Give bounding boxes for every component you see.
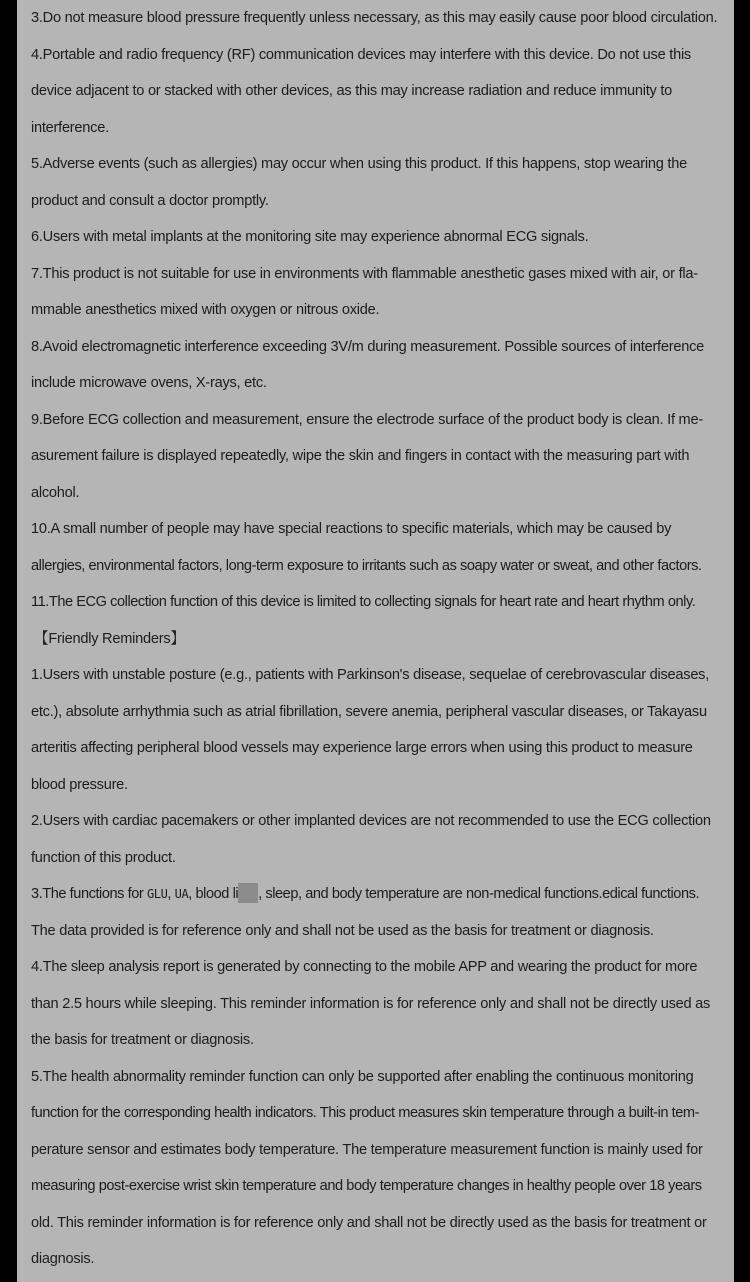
- section-heading: 【Friendly Reminders】: [34, 630, 185, 647]
- text-line: etc.), absolute arrhythmia such as atrial fibrillation, severe anemia, peripheral vascular diseases, or Takayasu: [31, 703, 707, 720]
- text-line: blood pressure.: [31, 776, 128, 793]
- text-line: measuring post-exercise wrist skin temperature and body temperature changes in healthy people over 18 years: [31, 1178, 702, 1194]
- text-line: 10.A small number of people may have special reactions to specific materials, which may be caused by: [31, 521, 672, 537]
- glu-label: GLU: [146, 887, 168, 901]
- text-line: The data provided is for reference only and shall not be used as the basis for treatment or diagnosis.: [31, 922, 654, 939]
- text-line: diagnosis.: [31, 1251, 95, 1267]
- functions-separator: ,: [167, 886, 175, 902]
- text-line: 2.Users with cardiac pacemakers or other implanted devices are not recommended to use the ECG collection: [31, 813, 711, 829]
- functions-prefix: 3.The functions for: [31, 886, 147, 902]
- text-line: 8.Avoid electromagnetic interference exceeding 3V/m during measurement. Possible sources of interference: [31, 338, 704, 355]
- redaction-box: [238, 883, 258, 903]
- text-line: 5.Adverse events (such as allergies) may occur when using this product. If this happens, stop wearing the: [31, 156, 687, 172]
- text-line: 7.This product is not suitable for use in environments with flammable anesthetic gases mixed with air, or fla-: [31, 265, 698, 282]
- text-line: 9.Before ECG collection and measurement, ensure the electrode surface of the product body is clean. If me-: [31, 411, 703, 428]
- text-line: 3.Do not measure blood pressure frequently unless necessary, as this may easily cause poor blood circulation.: [31, 10, 718, 26]
- text-line: function of this product.: [31, 849, 176, 866]
- text-line: device adjacent to or stacked with other devices, as this may increase radiation and reduce immunity to: [31, 83, 673, 99]
- document-page: [17, 0, 734, 1282]
- text-line: mmable anesthetics mixed with oxygen or nitrous oxide.: [31, 302, 380, 318]
- text-line-functions: [31, 876, 731, 913]
- text-line: the basis for treatment or diagnosis.: [31, 1032, 254, 1048]
- text-line: product and consult a doctor promptly.: [31, 192, 269, 209]
- functions-blood: , blood li: [188, 886, 239, 902]
- functions-suffix: , sleep, and body temperature are non-medical functions.edical functions.: [258, 886, 700, 902]
- text-line: 4.Portable and radio frequency (RF) communication devices may interfere with this device. Do not use this: [31, 46, 691, 63]
- document-text: [31, 0, 731, 1278]
- text-line: 5.The health abnormality reminder function can only be supported after enabling the continuous monitoring: [31, 1068, 694, 1085]
- text-line: alcohol.: [31, 484, 80, 501]
- text-line: than 2.5 hours while sleeping. This reminder information is for reference only and shall not be directly used as: [31, 995, 711, 1012]
- text-line: include microwave ovens, X-rays, etc.: [31, 375, 267, 391]
- text-line: 1.Users with unstable posture (e.g., patients with Parkinson's disease, sequelae of cerebrovascular diseases,: [31, 667, 710, 683]
- text-line: old. This reminder information is for reference only and shall not be directly used as the basis for treatment or: [31, 1214, 707, 1231]
- text-line: interference.: [31, 119, 109, 136]
- text-line: asurement failure is displayed repeatedly, wipe the skin and fingers in contact with the measuring part with: [31, 448, 690, 464]
- text-line: function for the corresponding health indicators. This product measures skin temperature through a built-in tem-: [31, 1105, 700, 1121]
- text-line: allergies, environmental factors, long-term exposure to irritants such as soapy water or sweat, and other factors.: [31, 557, 702, 574]
- text-line: 11.The ECG collection function of this device is limited to collecting signals for heart rate and heart rhythm only.: [31, 594, 696, 610]
- text-line: arteritis affecting peripheral blood vessels may experience large errors when using this product to measure: [31, 740, 693, 756]
- ua-label: UA: [174, 887, 189, 901]
- text-line: 6.Users with metal implants at the monitoring site may experience abnormal ECG signals.: [31, 229, 589, 245]
- text-line: perature sensor and estimates body temperature. The temperature measurement function is mainly used for: [31, 1141, 703, 1158]
- text-line: 4.The sleep analysis report is generated by connecting to the mobile APP and wearing the product for more: [31, 959, 698, 975]
